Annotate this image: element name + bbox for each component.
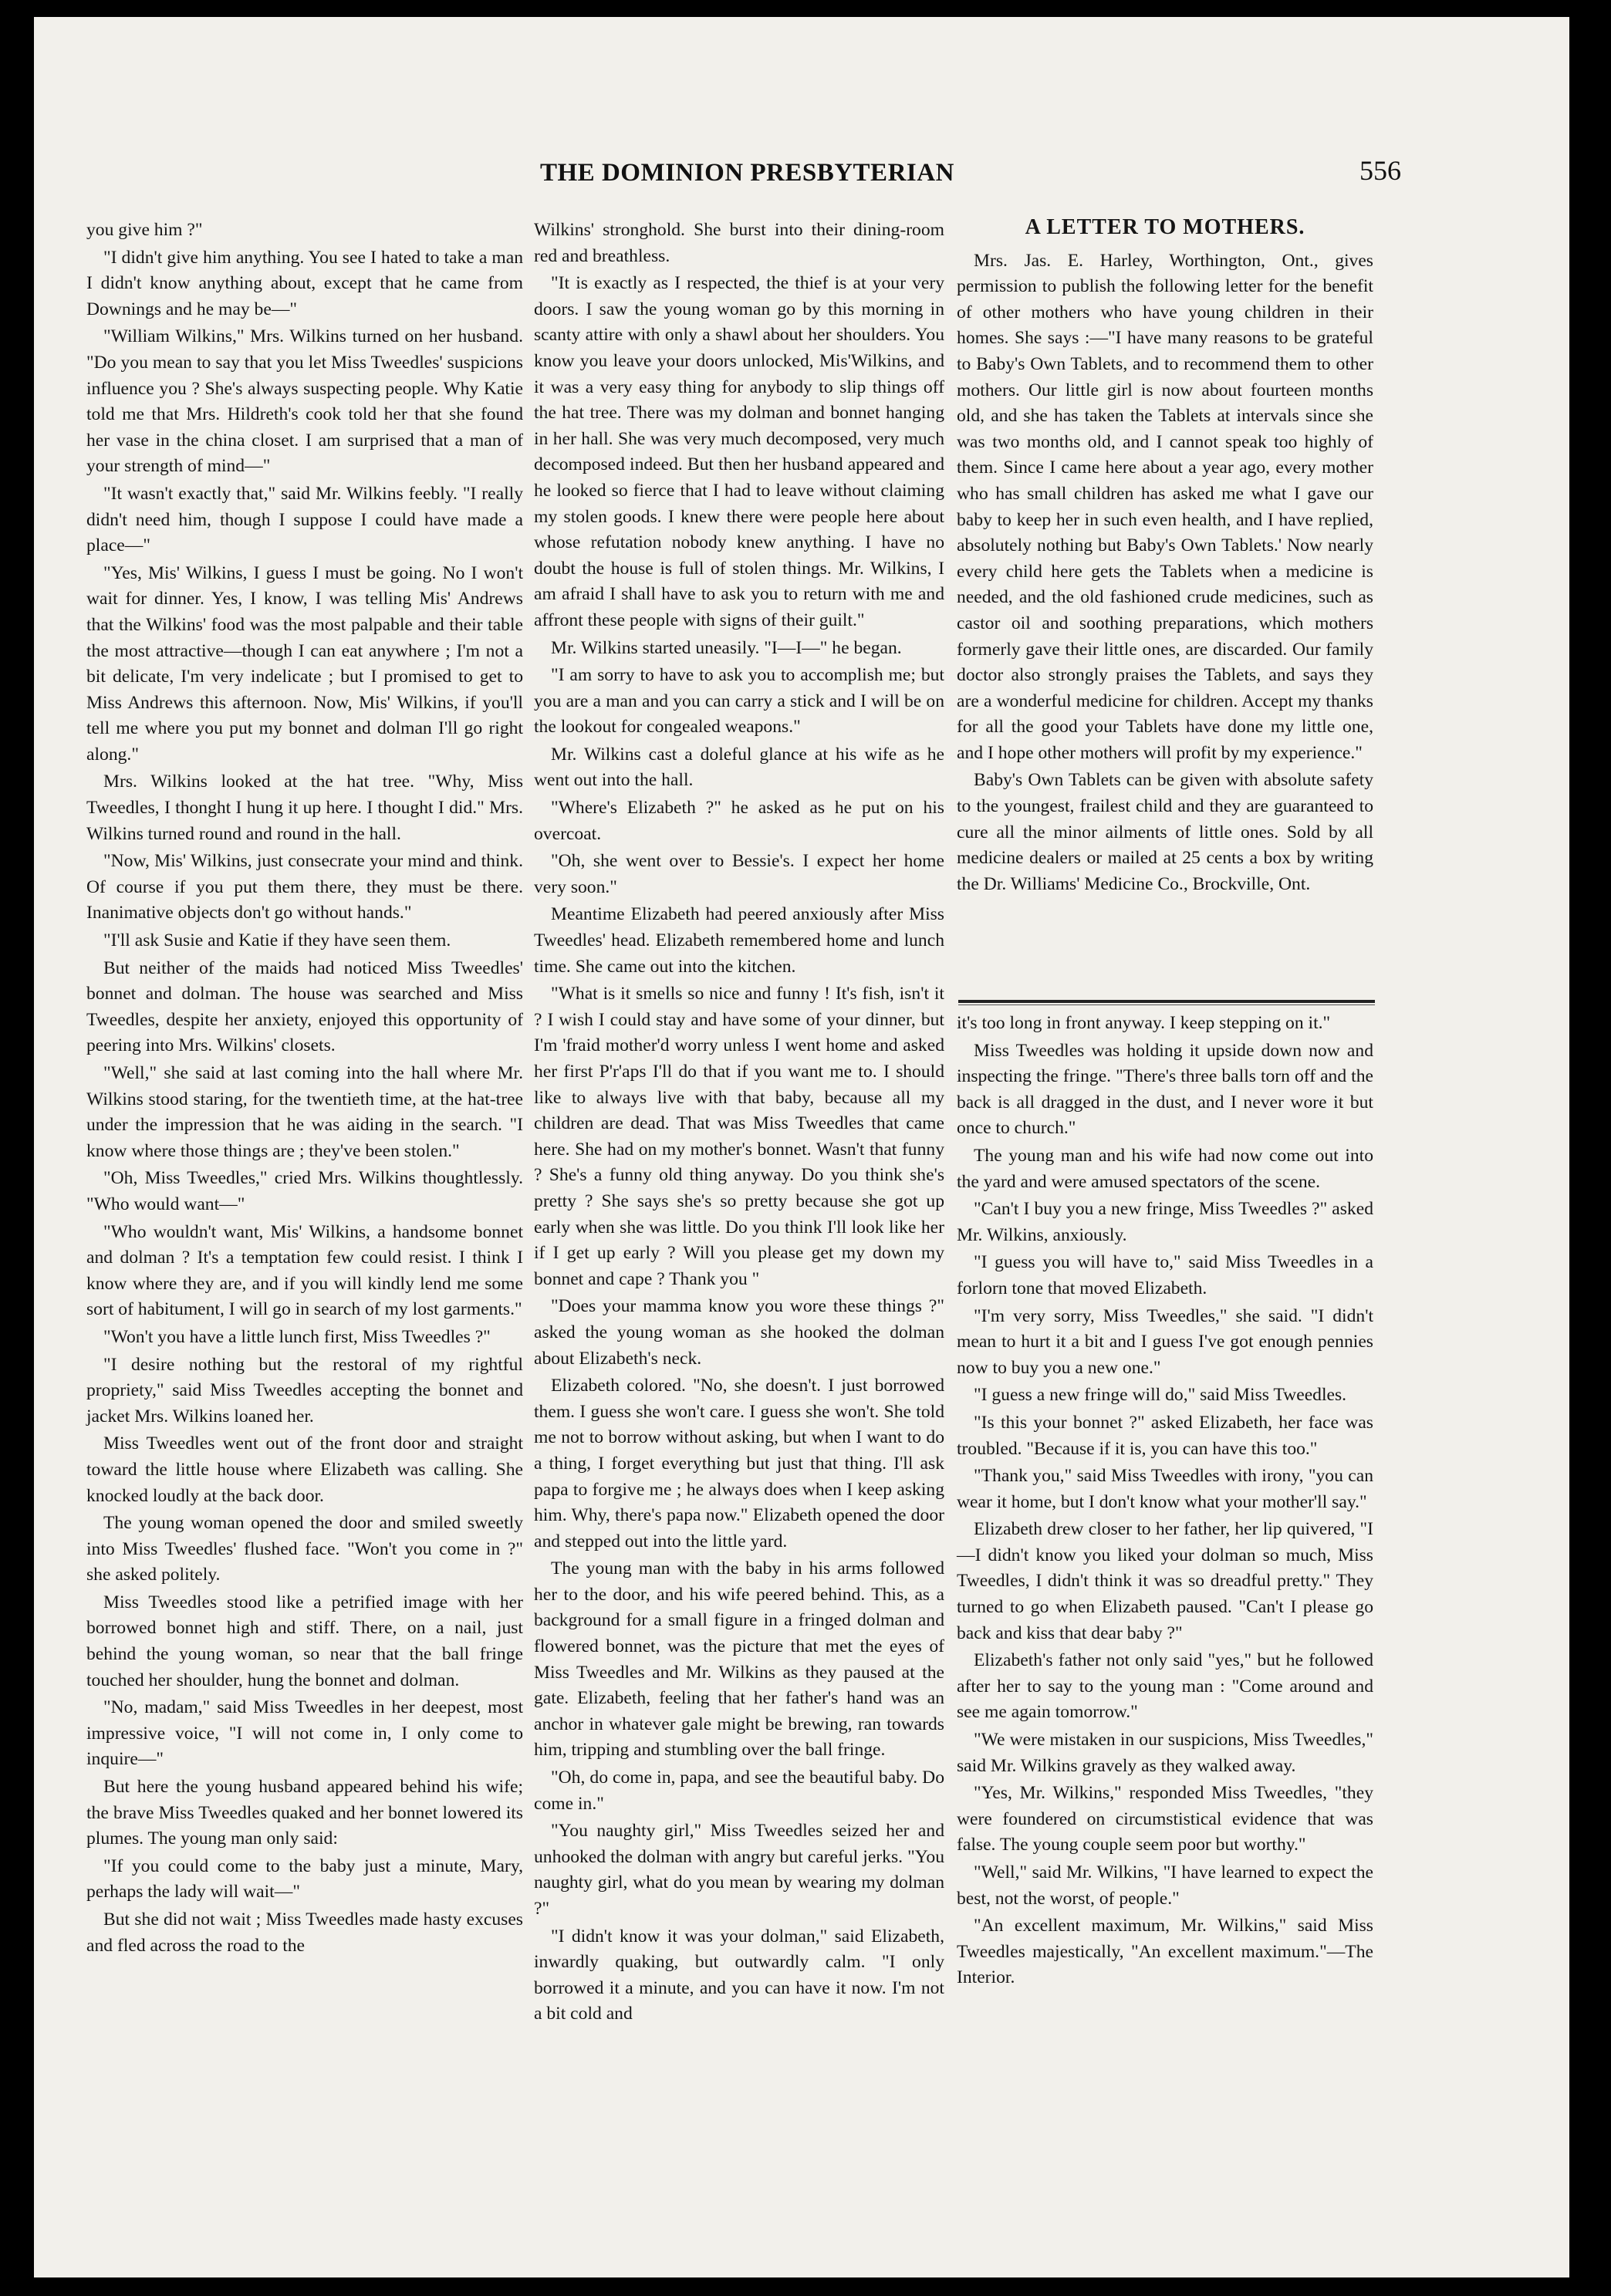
paragraph: "Is this your bonnet ?" asked Elizabeth, her face was troubled. "Because if it is, you can have this too." (957, 1412, 1373, 1459)
paragraph: "I didn't know it was your dolman," said Elizabeth, inwardly quaking, but outwardly calm. "I only borrowed it a minute, and you can have it now. I'm not a bit cold and (534, 1926, 944, 2024)
paragraph: But neither of the maids had noticed Miss Tweedles' bonnet and dolman. The house was searched and Miss Tweedles, despite her anxiety, enjoyed this opportunity of peering into Mrs. Wilkins' closets. (86, 957, 523, 1056)
paragraph: "Well," said Mr. Wilkins, "I have learned to expect the best, not the worst, of people." (957, 1862, 1373, 1909)
paragraph: "Does your mamma know you wore these things ?" asked the young woman as she hooked the dolman about Elizabeth's neck. (534, 1296, 944, 1369)
paragraph: "What is it smells so nice and funny ! It's fish, isn't it ? I wish I could stay and have some of your dinner, but I'm 'fraid mother'd worry unless I went home and asked her first P'r'aps I'll do that if you want me to. I should like to always live with that baby, because all my children are dead. That was Miss Tweedles that came here. She had on my mother's bonnet. Wasn't that funny ? She's a funny old thing anyway. Do you think she's pretty ? She says she's so pretty because she got up early when she was little. Do you think I'll look like her if I get up early ? Will you please get my down my bonnet and cape ? Thank you " (534, 984, 944, 1289)
paragraph: "Oh, Miss Tweedles," cried Mrs. Wilkins thoughtlessly. "Who would want—" (86, 1168, 523, 1214)
paragraph: Miss Tweedles stood like a petrified image with her borrowed bonnet high and stiff. There, on a nail, just behind the young woman, so near that the ball fringe touched her shoulder, hung the bonnet and dolman. (86, 1592, 523, 1690)
paragraph: The young man with the baby in his arms followed her to the door, and his wife peered behind. This, as a background for a small figure in a fringed dolman and flowered bonnet, was the picture that met the eyes of Miss Tweedles and Mr. Wilkins as they paused at the gate. Elizabeth, feeling that her father's hand was an anchor in whatever gale might be brewing, ran towards him, tripping and stumbling over the ball fringe. (534, 1558, 944, 1761)
paragraph: "I'll ask Susie and Katie if they have seen them. (103, 930, 451, 951)
paragraph: "We were mistaken in our suspicions, Miss Tweedles," said Mr. Wilkins gravely as they walked away. (957, 1730, 1373, 1776)
paragraph: But here the young husband appeared behind his wife; the brave Miss Tweedles quaked and her bonnet lowered its plumes. The young man only said: (86, 1777, 523, 1849)
paragraph: you give him ?" (86, 220, 203, 240)
paragraph: Mrs. Wilkins looked at the hat tree. "Why, Miss Tweedles, I thonght I hung it up here. I thought I did." Mrs. Wilkins turned round and round in the hall. (86, 772, 523, 844)
paragraph: "Where's Elizabeth ?" he asked as he put on his overcoat. (534, 798, 944, 844)
paragraph: The young woman opened the door and smiled sweetly into Miss Tweedles' flushed face. "Won't you come in ?" she asked politely. (86, 1513, 523, 1585)
paragraph: The young man and his wife had now come out into the yard and were amused spectators of the scene. (957, 1145, 1373, 1192)
paragraph: "Won't you have a little lunch first, Miss Tweedles ?" (103, 1326, 491, 1347)
paragraph: "I desire nothing but the restoral of my rightful propriety," said Miss Tweedles accepting the bonnet and jacket Mrs. Wilkins loaned her. (86, 1354, 523, 1427)
paragraph: Mr. Wilkins started uneasily. "I—I—" he began. (551, 637, 902, 658)
paragraph: "An excellent maximum, Mr. Wilkins," said Miss Tweedles majestically, "An excellent maximum."—The Interior. (957, 1916, 1373, 1988)
paragraph: "Yes, Mr. Wilkins," responded Miss Tweedles, "they were foundered on circumstistical evidence that was false. The young couple seem poor but worthy." (957, 1783, 1373, 1855)
paragraph: "It is exactly as I respected, the thief is at your very doors. I saw the young woman go by this morning in scanty attire with only a shawl about her shoulders. You know you leave your doors unlocked, Mis'Wilkins, and it was a very easy thing for anybody to slip things off the hat tree. There was my dolman and bonnet hanging in her hall. She was very much decomposed, very much decomposed indeed. But then her husband appeared and he looked so fierce that I had to leave without claiming my stolen goods. I knew there were people here about whose refutation nobody knew anything. I have no doubt the house is full of stolen things. Mr. Wilkins, I am afraid I shall have to ask you to return with me and affront these people with signs of their guilt." (534, 273, 944, 630)
paragraph: "No, madam," said Miss Tweedles in her deepest, most impressive voice, "I will not come in, I only come to inquire—" (86, 1697, 523, 1770)
paragraph: Mr. Wilkins cast a doleful glance at his wife as he went out into the hall. (534, 744, 944, 791)
paragraph: "Well," she said at last coming into the hall where Mr. Wilkins stood staring, for the twentieth time, at the hat-tree under the impression that he was aiding in the search. "I know where those things are ; they've been stolen." (86, 1063, 523, 1161)
paragraph: Miss Tweedles went out of the front door and straight toward the little house where Elizabeth was calling. She knocked loudly at the back door. (86, 1433, 523, 1506)
story-column-1 (86, 218, 523, 1960)
paragraph: "I'm very sorry, Miss Tweedles," she said. "I didn't mean to hurt it a bit and I guess I've got enough pennies now to buy you a new one." (957, 1305, 1373, 1378)
paragraph: "I am sorry to have to ask you to accomplish me; but you are a man and you can carry a stick and I will be on the lookout for congealed weapons." (534, 665, 944, 738)
paragraph: "Oh, do come in, papa, and see the beautiful baby. Do come in." (534, 1768, 944, 1814)
column-divider-rule (958, 1000, 1375, 1003)
paragraph: Elizabeth's father not only said "yes," but he followed after her to say to the young man : "Come around and see me again tomorrow." (957, 1650, 1373, 1723)
page-number: 556 (1359, 155, 1401, 186)
paragraph: "I didn't give him anything. You see I hated to take a man I didn't know anything about, except that he came from Downings and he may be—" (86, 247, 523, 319)
paragraph: "Now, Mis' Wilkins, just consecrate your mind and think. Of course if you put them there, they must be there. Inanimative objects don't go without hands." (86, 851, 523, 923)
paragraph: "William Wilkins," Mrs. Wilkins turned on her husband. "Do you mean to say that you let Miss Tweedles' suspicions influence you ? She's always suspecting people. Why Katie told me that Mrs. Hildreth's cook told her that she found her vase in the china closet. I am surprised that a man of your strength of mind—" (86, 326, 523, 477)
paragraph: Baby's Own Tablets can be given with absolute safety to the youngest, frailest child and they are guaranteed to cure all the minor ailments of little ones. Sold by all medicine dealers or mailed at 25 cents a box by writing the Dr. Williams' Medicine Co., Brockville, Ont. (957, 770, 1373, 894)
paragraph: "Oh, she went over to Bessie's. I expect her home very soon." (534, 851, 944, 897)
paragraph: But she did not wait ; Miss Tweedles made hasty excuses and fled across the road to the (86, 1909, 523, 1956)
advertisement-column (957, 214, 1373, 899)
paragraph: Wilkins' stronghold. She burst into their dining-room red and breathless. (534, 220, 944, 266)
paragraph: "Yes, Mis' Wilkins, I guess I must be going. No I won't wait for dinner. Yes, I know, I was telling Mis' Andrews that the Wilkins' food was the most palpable and their table the most attractive—though I can eat anywhere ; I'm not a bit delicate, I'm very indelicate ; but I promised to get to Miss Andrews this afternoon. Now, Mis' Wilkins, if you'll tell me where you put my bonnet and dolman I'll go right along." (86, 562, 523, 765)
paragraph: "Who wouldn't want, Mis' Wilkins, a handsome bonnet and dolman ? It's a temptation few could resist. I think I know where they are, and if you will kindly lend me some sort of habitument, I will go in search of my lost garments." (86, 1221, 523, 1320)
paragraph: Miss Tweedles was holding it upside down now and inspecting the fringe. "There's three balls torn off and the back is all dragged in the dust, and I never wore it but once to church." (957, 1040, 1373, 1139)
story-column-2 (534, 218, 944, 2029)
paragraph: "I guess you will have to," said Miss Tweedles in a forlorn tone that moved Elizabeth. (957, 1252, 1373, 1298)
paragraph: "Thank you," said Miss Tweedles with irony, "you can wear it home, but I don't know what your mother'll say." (957, 1466, 1373, 1512)
page-header-title: THE DOMINION PRESBYTERIAN (540, 159, 954, 187)
paragraph: Mrs. Jas. E. Harley, Worthington, Ont., gives permission to publish the following letter for the benefit of other mothers who have young children in their homes. She says :—"I have many reasons to be grateful to Baby's Own Tablets, and to recommend them to other mothers. Our little girl is now about fourteen months old, and she has taken the Tablets at intervals since she was two months old, and I cannot speak too highly of them. Since I came here about a year ago, every mother who has small children has asked me what I gave our baby to keep her in such even health, and I have replied, absolutely nothing but Baby's Own Tablets.' Now nearly every child here gets the Tablets when a medicine is needed, and the old fashioned crude medicines, such as castor oil and soothing preparations, which mothers formerly gave their little ones, are discarded. Our family doctor also strongly praises the Tablets, and says they are a wonderful medicine for children. Accept my thanks for all the good your Tablets have done my little one, and I hope other mothers will profit by my experience." (957, 250, 1373, 763)
story-column-3 (957, 1011, 1373, 1993)
paragraph: "I guess a new fringe will do," said Miss Tweedles. (974, 1385, 1347, 1406)
paragraph: it's too long in front anyway. I keep stepping on it." (957, 1013, 1331, 1033)
paragraph: Meantime Elizabeth had peered anxiously after Miss Tweedles' head. Elizabeth remembered home and lunch time. She came out into the kitchen. (534, 904, 944, 977)
article-title: A LETTER TO MOTHERS. (1025, 215, 1305, 239)
paragraph: "If you could come to the baby just a minute, Mary, perhaps the lady will wait—" (86, 1855, 523, 1903)
paragraph: "You naughty girl," Miss Tweedles seized her and unhooked the dolman with angry but careful jerks. "You naughty girl, what do you mean by wearing my dolman ?" (534, 1821, 944, 1919)
paragraph: "It wasn't exactly that," said Mr. Wilkins feebly. "I really didn't need him, though I suppose I could have made a place—" (86, 483, 523, 556)
paragraph: "Can't I buy you a new fringe, Miss Tweedles ?" asked Mr. Wilkins, anxiously. (957, 1199, 1373, 1245)
column-divider-rule-thin (958, 1004, 1375, 1005)
paragraph: Elizabeth drew closer to her father, her lip quivered, "I—I didn't know you liked your dolman so much, Miss Tweedles, I didn't think it was so dreadful pretty." They turned to go when Elizabeth paused. "Can't I please go back and kiss that dear baby ?" (957, 1519, 1373, 1643)
paragraph: Elizabeth colored. "No, she doesn't. I just borrowed them. I guess she won't care. I guess she won't. She told me not to borrow without asking, but when I want to do a thing, I forget everything but just that thing. I'll ask papa to forgive me ; he always does when I keep asking him. Why, there's papa now." Elizabeth opened the door and stepped out into the little yard. (534, 1376, 944, 1551)
